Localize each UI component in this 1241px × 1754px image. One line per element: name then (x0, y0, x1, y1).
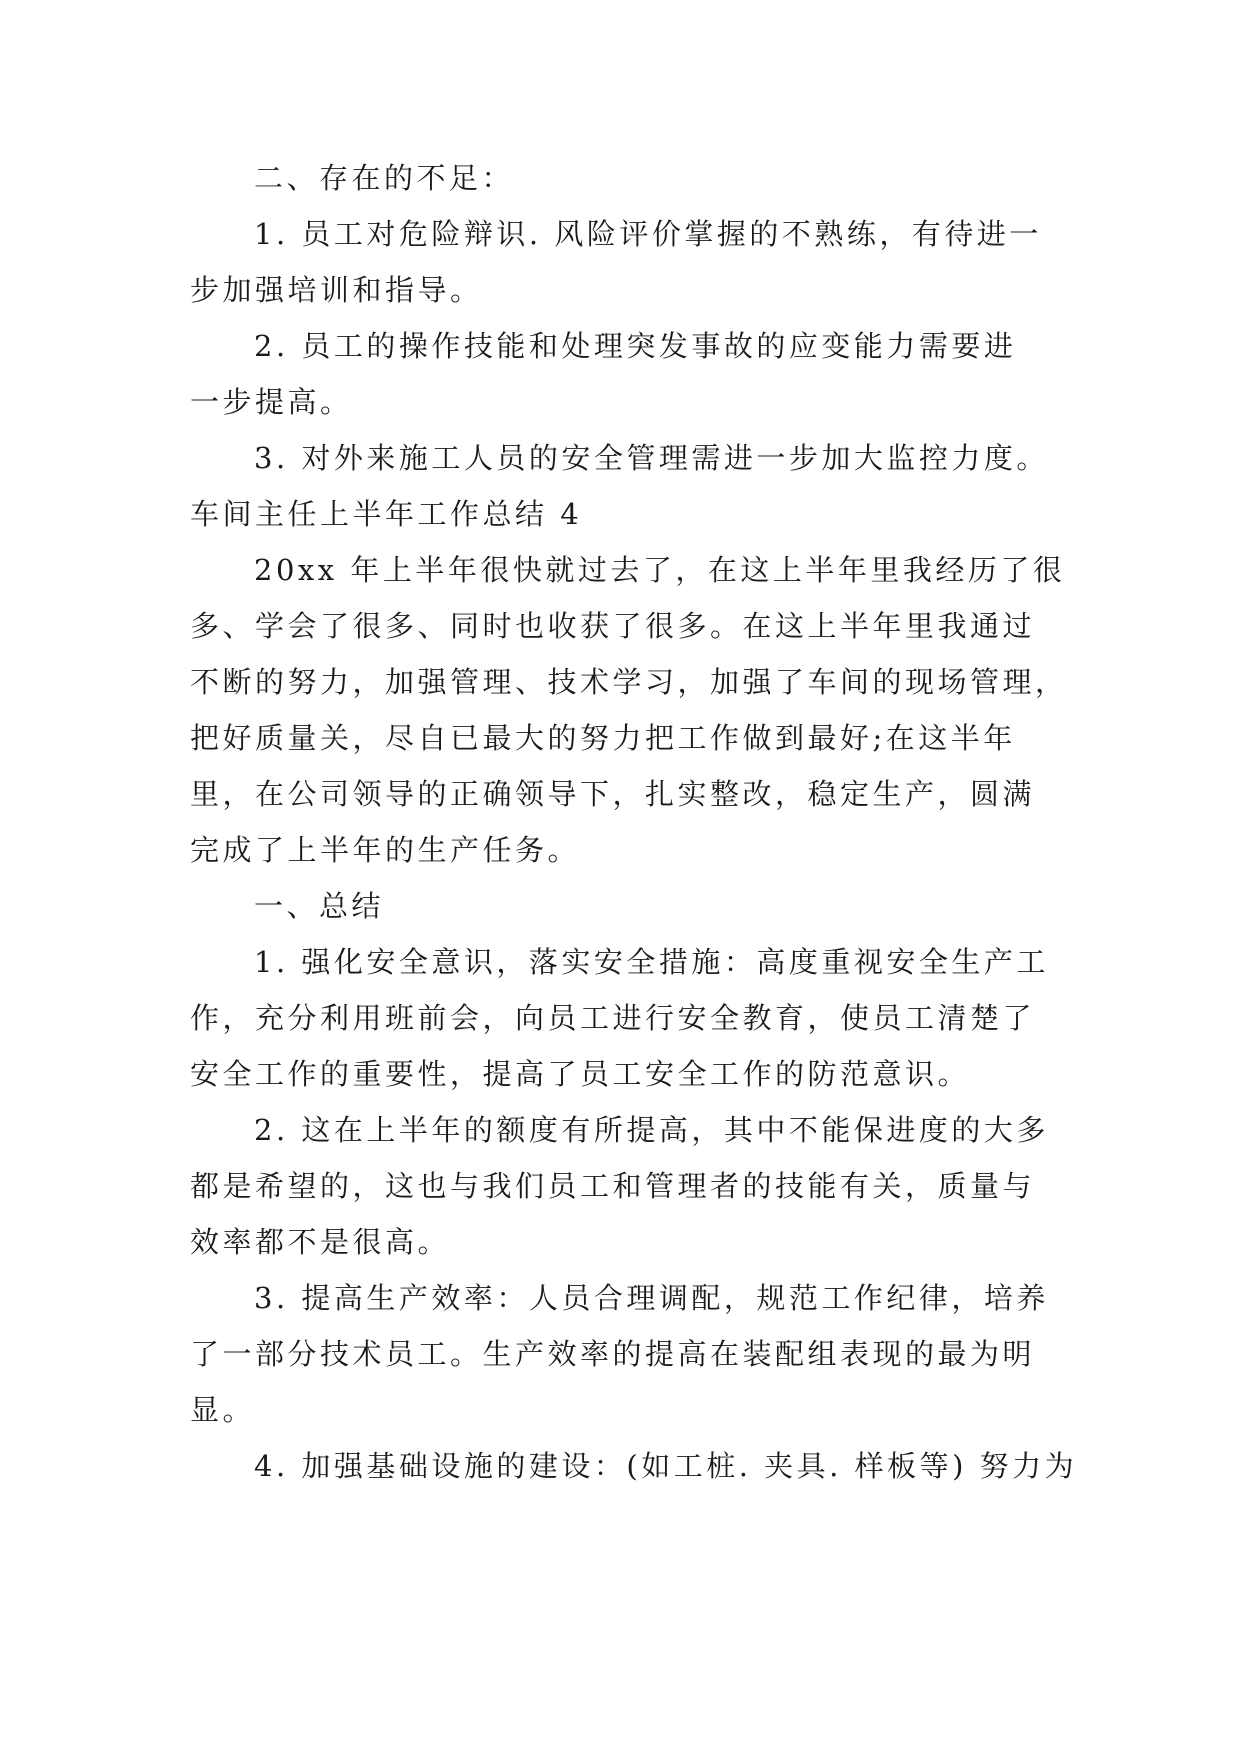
document-title: 车间主任上半年工作总结 4 (190, 497, 583, 531)
paragraph-line: 完成了上半年的生产任务。 (190, 833, 581, 867)
paragraph-line: 20xx 年上半年很快就过去了，在这上半年里我经历了很 (254, 553, 1066, 587)
paragraph-line: 3. 对外来施工人员的安全管理需进一步加大监控力度。 (254, 441, 1049, 475)
paragraph-line: 把好质量关，尽自已最大的努力把工作做到最好;在这半年 (190, 721, 1016, 755)
paragraph-line: 都是希望的，这也与我们员工和管理者的技能有关，质量与 (190, 1169, 1036, 1203)
paragraph-line: 2. 员工的操作技能和处理突发事故的应变能力需要进 (254, 329, 1017, 363)
paragraph-line: 作，充分利用班前会，向员工进行安全教育，使员工清楚了 (190, 1001, 1036, 1035)
paragraph-line: 3. 提高生产效率：人员合理调配，规范工作纪律，培养 (254, 1281, 1049, 1315)
paragraph-line: 一步提高。 (190, 385, 353, 419)
paragraph-line: 了一部分技术员工。生产效率的提高在装配组表现的最为明 (190, 1337, 1036, 1371)
paragraph-line: 2. 这在上半年的额度有所提高，其中不能保进度的大多 (254, 1113, 1049, 1147)
paragraph-line: 效率都不是很高。 (190, 1225, 451, 1259)
paragraph-line: 显。 (190, 1393, 256, 1427)
paragraph-line: 1. 员工对危险辩识. 风险评价掌握的不熟练，有待进一 (254, 217, 1042, 251)
paragraph-line: 安全工作的重要性，提高了员工安全工作的防范意识。 (190, 1057, 971, 1091)
paragraph-line: 4. 加强基础设施的建设：(如工桩. 夹具. 样板等) 努力为 (254, 1449, 1078, 1483)
paragraph-line: 多、学会了很多、同时也收获了很多。在这上半年里我通过 (190, 609, 1036, 643)
paragraph-line: 里，在公司领导的正确领导下，扎实整改，稳定生产，圆满 (190, 777, 1036, 811)
section-heading-summary: 一、总结 (254, 889, 385, 923)
paragraph-line: 步加强培训和指导。 (190, 273, 483, 307)
paragraph-line: 1. 强化安全意识，落实安全措施：高度重视安全生产工 (254, 945, 1049, 979)
paragraph-line: 不断的努力，加强管理、技术学习，加强了车间的现场管理， (190, 665, 1068, 699)
section-heading-shortcomings: 二、存在的不足： (254, 161, 515, 195)
